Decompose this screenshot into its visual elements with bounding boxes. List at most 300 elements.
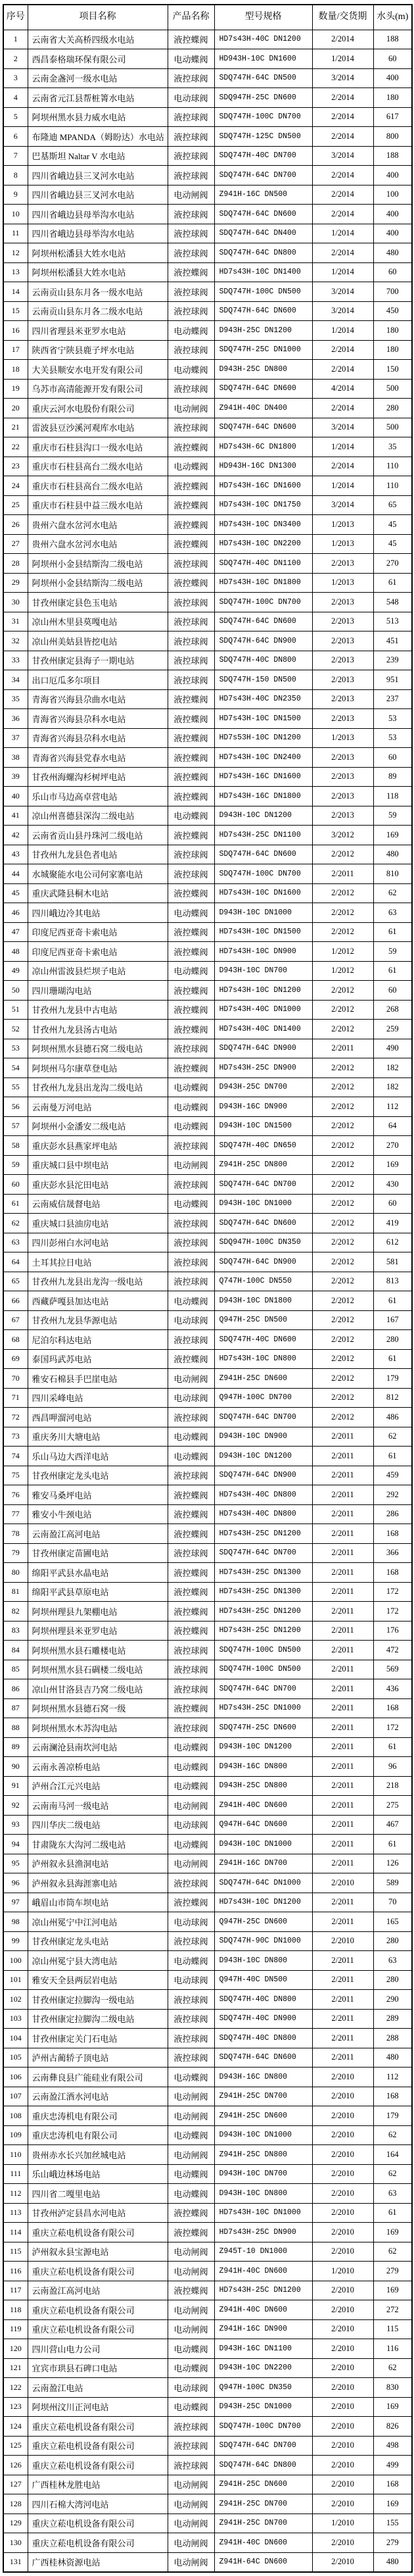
cell-model-spec: SDQ747H-64C DN600	[214, 2048, 312, 2068]
cell-model-spec: HD7s43H-25C DN900	[214, 1058, 312, 1078]
cell-project-name: 重庆市石柱县高台二级水电站	[28, 457, 168, 476]
cell-project-name: 乐山峨边林场电站	[28, 2164, 168, 2184]
cell-model-spec: D943H-10C DN1000	[214, 1194, 312, 1214]
cell-water-head: 480	[373, 2048, 412, 2068]
cell-water-head: 270	[373, 554, 412, 574]
cell-qty-delivery: 1/2010	[312, 2514, 373, 2533]
cell-water-head: 490	[373, 1039, 412, 1058]
cell-index: 57	[3, 1116, 28, 1136]
table-row	[3, 2145, 412, 2165]
table-row	[3, 689, 412, 709]
table-row	[3, 1796, 412, 1816]
cell-model-spec: HD7s43H-16C DN1800	[214, 787, 312, 806]
cell-index: 78	[3, 1524, 28, 1544]
cell-water-head: 617	[373, 107, 412, 127]
cell-index: 97	[3, 1893, 28, 1912]
cell-model-spec: HD7s43H-16C DN1600	[214, 767, 312, 787]
cell-water-head: 60	[373, 262, 412, 282]
cell-water-head: 61	[373, 1447, 412, 1466]
cell-qty-delivery: 2/2014	[312, 30, 373, 49]
cell-product-name: 液控球阀	[168, 1641, 214, 1660]
cell-index: 115	[3, 2242, 28, 2262]
cell-qty-delivery: 2/2011	[312, 1641, 373, 1660]
cell-water-head: 500	[373, 418, 412, 437]
cell-model-spec: D943H-10C DN800	[214, 1951, 312, 1971]
cell-model-spec: Z941H-25C DN600	[214, 1369, 312, 1389]
cell-project-name: 重庆市石柱县高台二级水电站	[28, 476, 168, 496]
cell-model-spec: HD7s43H-40C DN1000	[214, 1000, 312, 1020]
table-row	[3, 379, 412, 399]
cell-product-name: 电动蝶阀	[168, 1757, 214, 1777]
cell-project-name: 云南盈江高河电站	[28, 1524, 168, 1544]
table-row	[3, 1388, 412, 1408]
cell-water-head: 436	[373, 1679, 412, 1699]
cell-water-head: 810	[373, 864, 412, 884]
cell-index: 22	[3, 437, 28, 457]
cell-qty-delivery: 2/2011	[312, 1039, 373, 1058]
cell-index: 102	[3, 1990, 28, 2010]
cell-index: 25	[3, 495, 28, 515]
cell-model-spec: SDQ747H-64C DN600	[214, 205, 312, 224]
cell-project-name: 重庆城口县中坝电站	[28, 1155, 168, 1175]
table-row	[3, 1854, 412, 1873]
cell-qty-delivery: 2/2010	[312, 2184, 373, 2204]
cell-water-head: 450	[373, 301, 412, 321]
cell-product-name: 电动蝶阀	[168, 2358, 214, 2378]
cell-product-name: 液控蝶阀	[168, 573, 214, 593]
table-row	[3, 1369, 412, 1389]
cell-qty-delivery: 2/2013	[312, 767, 373, 787]
cell-product-name: 液控蝶阀	[168, 1000, 214, 1020]
cell-index: 21	[3, 418, 28, 437]
cell-qty-delivery: 2/2012	[312, 922, 373, 942]
cell-qty-delivery: 2/2011	[312, 1582, 373, 1602]
cell-index: 23	[3, 457, 28, 476]
cell-qty-delivery: 2/2012	[312, 1233, 373, 1252]
table-row	[3, 2281, 412, 2300]
table-row	[3, 399, 412, 418]
table-row	[3, 1058, 412, 1078]
cell-model-spec: D943H-16C DN1100	[214, 2339, 312, 2359]
cell-qty-delivery: 2/2012	[312, 1214, 373, 1233]
cell-model-spec: SDQ747H-64C DN900	[214, 1466, 312, 1485]
table-row	[3, 1330, 412, 1350]
cell-project-name: 陕西省宁陕县鹿子坪水电站	[28, 340, 168, 360]
cell-index: 123	[3, 2397, 28, 2417]
cell-water-head: 279	[373, 2262, 412, 2281]
cell-qty-delivery: 2/2012	[312, 1058, 373, 1078]
cell-project-name: 云南威信晟督电站	[28, 1194, 168, 1214]
cell-index: 82	[3, 1602, 28, 1622]
cell-model-spec: HD7s43H-25C DN1300	[214, 1582, 312, 1602]
cell-model-spec: SDQ747H-64C DN600	[214, 845, 312, 864]
table-row	[3, 1349, 412, 1369]
cell-project-name: 云南省大关高桥四级水电站	[28, 30, 168, 49]
cell-project-name: 广西桂林资源电站	[28, 2552, 168, 2572]
cell-index: 67	[3, 1310, 28, 1330]
table-row	[3, 1815, 412, 1835]
cell-model-spec: HD7s43H-10C DN1800	[214, 573, 312, 593]
cell-model-spec: HD7s43H-25C DN900	[214, 2223, 312, 2242]
cell-qty-delivery: 2/2010	[312, 2223, 373, 2242]
cell-model-spec: SDQ947H-25C DN600	[214, 88, 312, 108]
table-row	[3, 651, 412, 670]
table-row	[3, 1912, 412, 1932]
cell-qty-delivery: 2/2010	[312, 2358, 373, 2378]
cell-product-name: 液控球阀	[168, 1272, 214, 1291]
cell-index: 88	[3, 1718, 28, 1738]
table-row	[3, 1447, 412, 1466]
cell-water-head: 480	[373, 2552, 412, 2572]
cell-model-spec: HD7s43H-40C DN800	[214, 1504, 312, 1524]
cell-water-head: 182	[373, 1058, 412, 1078]
cell-product-name: 电动闸阀	[168, 2552, 214, 2572]
cell-qty-delivery: 2/2011	[312, 1621, 373, 1641]
cell-product-name: 电动蝶阀	[168, 1291, 214, 1311]
cell-qty-delivery: 2/2012	[312, 903, 373, 923]
cell-qty-delivery: 2/2011	[312, 1796, 373, 1816]
cell-water-head: 182	[373, 1077, 412, 1097]
cell-model-spec: Z941H-25C DN700	[214, 2087, 312, 2106]
cell-qty-delivery: 2/2010	[312, 2087, 373, 2106]
cell-water-head: 480	[373, 845, 412, 864]
cell-product-name: 液控球阀	[168, 554, 214, 574]
table-row	[3, 1155, 412, 1175]
cell-water-head: 164	[373, 2145, 412, 2165]
cell-project-name: 印度尼西亚奇卡索电站	[28, 922, 168, 942]
cell-product-name: 电动闸阀	[168, 2106, 214, 2126]
cell-qty-delivery: 2/2010	[312, 2125, 373, 2145]
cell-product-name: 电动球阀	[168, 1815, 214, 1835]
cell-qty-delivery: 2/2010	[312, 2378, 373, 2398]
cell-project-name: 云南盈江电站	[28, 2378, 168, 2398]
cell-product-name: 液控球阀	[168, 1330, 214, 1350]
cell-project-name: 重庆彭水县燕家坪电站	[28, 1136, 168, 1156]
cell-index: 44	[3, 864, 28, 884]
table-row	[3, 2009, 412, 2029]
cell-index: 42	[3, 826, 28, 845]
cell-water-head: 499	[373, 2456, 412, 2475]
cell-qty-delivery: 2/2014	[312, 127, 373, 147]
cell-model-spec: HD7s43H-10C DN2200	[214, 534, 312, 554]
cell-product-name: 液控蝶阀	[168, 1582, 214, 1602]
table-row	[3, 2262, 412, 2281]
table-row	[3, 1951, 412, 1971]
cell-index: 40	[3, 787, 28, 806]
cell-product-name: 液控蝶阀	[168, 767, 214, 787]
table-row	[3, 224, 412, 243]
cell-model-spec: HD7s43H-10C DN3400	[214, 515, 312, 535]
cell-model-spec: Z941H-40C DN600	[214, 2300, 312, 2320]
cell-water-head: 60	[373, 1194, 412, 1214]
cell-model-spec: SDQ747H-90C DN1000	[214, 1931, 312, 1951]
cell-model-spec: HD7s43H-25C DN1200	[214, 2281, 312, 2300]
cell-project-name: 乌苏市高清能源开发有限公司	[28, 379, 168, 399]
cell-model-spec: SDQ747H-40C DN700	[214, 146, 312, 166]
table-row	[3, 1660, 412, 1679]
cell-water-head: 569	[373, 1660, 412, 1679]
cell-product-name: 电动闸阀	[168, 2494, 214, 2514]
table-row	[3, 573, 412, 593]
table-row	[3, 1602, 412, 1622]
table-row	[3, 942, 412, 962]
cell-project-name: 重庆忠涛机电有限公司	[28, 2125, 168, 2145]
cell-model-spec: SDQ747H-25C DN1000	[214, 340, 312, 360]
cell-project-name: 四川营山电力公司	[28, 2339, 168, 2359]
cell-project-name: 贵州六盘水岔河水电站	[28, 534, 168, 554]
cell-index: 60	[3, 1175, 28, 1195]
cell-water-head: 268	[373, 1000, 412, 1020]
cell-index: 70	[3, 1369, 28, 1389]
cell-model-spec: HD7s43H-10C DN800	[214, 1349, 312, 1369]
cell-model-spec: HD7s43H-40C DN1200	[214, 30, 312, 49]
cell-project-name: 泸州叙永县海涯寨电站	[28, 1873, 168, 1893]
table-row	[3, 49, 412, 69]
cell-project-name: 阿坝州黑水县石碉楼二级电站	[28, 1660, 168, 1679]
cell-model-spec: Q947H-25C DN600	[214, 1912, 312, 1932]
cell-model-spec: SDQ747H-64C DN600	[214, 418, 312, 437]
cell-project-name: 广西桂林龙胜电站	[28, 2475, 168, 2494]
table-row	[3, 593, 412, 612]
cell-water-head: 459	[373, 1466, 412, 1485]
cell-qty-delivery: 2/2011	[312, 1427, 373, 1447]
cell-index: 76	[3, 1485, 28, 1505]
cell-project-name: 泸州合江元兴电站	[28, 1776, 168, 1796]
cell-model-spec: HD7s43H-25C DN1000	[214, 1698, 312, 1718]
cell-index: 37	[3, 728, 28, 748]
cell-project-name: 四川珊瑚沟电站	[28, 981, 168, 1001]
cell-qty-delivery: 2/2011	[312, 1447, 373, 1466]
table-row	[3, 2494, 412, 2514]
cell-index: 15	[3, 301, 28, 321]
cell-project-name: 甘孜州康定苗圃电站	[28, 1543, 168, 1563]
cell-water-head: 218	[373, 1776, 412, 1796]
cell-product-name: 液控蝶阀	[168, 1058, 214, 1078]
cell-project-name: 凉山州冕宁县大湾电站	[28, 1951, 168, 1971]
cell-model-spec: SDQ747H-64C DN700	[214, 1175, 312, 1195]
cell-water-head: 60	[373, 49, 412, 69]
cell-water-head: 168	[373, 1563, 412, 1583]
cell-project-name: 重庆务川大塘电站	[28, 1427, 168, 1447]
cell-index: 36	[3, 709, 28, 729]
cell-model-spec: Q747H-100C DN550	[214, 1272, 312, 1291]
cell-index: 63	[3, 1233, 28, 1252]
cell-qty-delivery: 3/2014	[312, 282, 373, 302]
table-row	[3, 728, 412, 748]
cell-index: 32	[3, 632, 28, 651]
cell-model-spec: D943H-10C DN1200	[214, 1447, 312, 1466]
cell-product-name: 电动闸阀	[168, 2262, 214, 2281]
table-row	[3, 2029, 412, 2048]
cell-product-name: 液控蝶阀	[168, 748, 214, 768]
table-row	[3, 30, 412, 49]
table-row	[3, 205, 412, 224]
table-row	[3, 2514, 412, 2533]
cell-project-name: 云南省元江县帮桩箐水电站	[28, 88, 168, 108]
cell-water-head: 61	[373, 2203, 412, 2223]
cell-project-name: 青海省兴海县尕科水电站	[28, 709, 168, 729]
cell-project-name: 宜宾市珙县石碑口电站	[28, 2358, 168, 2378]
cell-product-name: 电动蝶阀	[168, 49, 214, 69]
cell-qty-delivery: 2/2014	[312, 360, 373, 380]
cell-index: 114	[3, 2223, 28, 2242]
cell-model-spec: D943H-10C DN1000	[214, 903, 312, 923]
cell-product-name: 液控球阀	[168, 1175, 214, 1195]
cell-qty-delivery: 2/2010	[312, 2475, 373, 2494]
cell-project-name: 重庆云河水电股份有限公司	[28, 399, 168, 418]
cell-water-head: 60	[373, 748, 412, 768]
cell-project-name: 重庆城口县油房电站	[28, 1214, 168, 1233]
table-row	[3, 2184, 412, 2204]
cell-project-name: 阿坝州松潘县大姓水电站	[28, 262, 168, 282]
cell-index: 83	[3, 1621, 28, 1641]
table-row	[3, 903, 412, 923]
cell-water-head: 61	[373, 573, 412, 593]
cell-project-name: 甘孜州九龙县色者电站	[28, 845, 168, 864]
cell-qty-delivery: 2/2010	[312, 2106, 373, 2126]
cell-project-name: 四川采峰电站	[28, 1388, 168, 1408]
cell-index: 79	[3, 1543, 28, 1563]
cell-project-name: 泸州叙永县渔洞电站	[28, 1854, 168, 1873]
cell-project-name: 青海省兴海县尕曲水电站	[28, 689, 168, 709]
cell-project-name: 四川省二嘎里电站	[28, 2184, 168, 2204]
cell-product-name: 电动球阀	[168, 88, 214, 108]
cell-index: 10	[3, 205, 28, 224]
cell-water-head: 112	[373, 2068, 412, 2087]
cell-water-head: 169	[373, 1155, 412, 1175]
cell-qty-delivery: 2/2010	[312, 1873, 373, 1893]
cell-water-head: 118	[373, 787, 412, 806]
table-row	[3, 1641, 412, 1660]
table-row	[3, 1679, 412, 1699]
cell-project-name: 甘孜州海螺沟杉树坪电站	[28, 767, 168, 787]
cell-project-name: 阿坝州小金县结斯沟二级电站	[28, 554, 168, 574]
cell-project-name: 雅安马桑坪电站	[28, 1485, 168, 1505]
table-row	[3, 1077, 412, 1097]
cell-product-name: 液控球阀	[168, 340, 214, 360]
cell-water-head: 279	[373, 2533, 412, 2553]
cell-water-head: 270	[373, 1136, 412, 1156]
cell-project-name: 四川彭州白水河电站	[28, 1233, 168, 1252]
cell-water-head: 89	[373, 767, 412, 787]
cell-qty-delivery: 1/2014	[312, 262, 373, 282]
cell-project-name: 凉山州冕宁中江河电站	[28, 1912, 168, 1932]
cell-model-spec: HD7s53H-10C DN1200	[214, 728, 312, 748]
cell-qty-delivery: 3/2014	[312, 301, 373, 321]
cell-index: 111	[3, 2164, 28, 2184]
cell-model-spec: D943H-10C DN2200	[214, 2358, 312, 2378]
table-row	[3, 981, 412, 1001]
table-row	[3, 166, 412, 186]
cell-project-name: 重庆立菘电机设备有限公司	[28, 2514, 168, 2533]
cell-product-name: 液控蝶阀	[168, 883, 214, 903]
cell-index: 122	[3, 2378, 28, 2398]
cell-index: 85	[3, 1660, 28, 1679]
cell-project-name: 阿坝州松潘县大姓水电站	[28, 243, 168, 263]
cell-product-name: 液控蝶阀	[168, 826, 214, 845]
cell-water-head: 169	[373, 2494, 412, 2514]
cell-model-spec: SDQ747H-64C DN900	[214, 632, 312, 651]
cell-project-name: 阿坝州小金县结斯沟二级电站	[28, 573, 168, 593]
cell-project-name: 云南盈江高河电站	[28, 2281, 168, 2300]
cell-project-name: 云南南马河一级电站	[28, 1796, 168, 1816]
cell-index: 7	[3, 146, 28, 166]
cell-water-head: 168	[373, 2087, 412, 2106]
cell-product-name: 液控蝶阀	[168, 534, 214, 554]
table-row	[3, 2300, 412, 2320]
cell-project-name: 阿坝州黑水县德石窝一级	[28, 1698, 168, 1718]
table-row	[3, 360, 412, 380]
cell-qty-delivery: 2/2011	[312, 1660, 373, 1679]
cell-index: 130	[3, 2533, 28, 2553]
cell-product-name: 电动闸阀	[168, 1155, 214, 1175]
cell-qty-delivery: 2/2011	[312, 1698, 373, 1718]
cell-index: 131	[3, 2552, 28, 2572]
column-header-model-spec: 型号规格	[214, 5, 312, 30]
cell-index: 129	[3, 2514, 28, 2533]
cell-project-name: 云南贡山县东月各一级水电站	[28, 282, 168, 302]
cell-water-head: 272	[373, 2300, 412, 2320]
cell-water-head: 280	[373, 1330, 412, 1350]
cell-qty-delivery: 2/2010	[312, 2145, 373, 2165]
cell-project-name: 阿坝州马尔康草登电站	[28, 1058, 168, 1078]
cell-index: 16	[3, 321, 28, 341]
cell-model-spec: SDQ747H-64C DN700	[214, 1408, 312, 1427]
cell-project-name: 四川华庆二级电站	[28, 1815, 168, 1835]
cell-index: 52	[3, 1020, 28, 1039]
cell-qty-delivery: 3/2014	[312, 68, 373, 88]
cell-water-head: 179	[373, 1369, 412, 1389]
cell-qty-delivery: 2/2011	[312, 1757, 373, 1777]
cell-model-spec: Z941H-16C DN900	[214, 2319, 312, 2339]
cell-water-head: 176	[373, 1621, 412, 1641]
cell-model-spec: SDQ747H-25C DN600	[214, 1718, 312, 1738]
cell-model-spec: D943H-10C DN1800	[214, 1291, 312, 1311]
cell-index: 112	[3, 2184, 28, 2204]
cell-project-name: 甘孜州康定关门石电站	[28, 2029, 168, 2048]
cell-product-name: 液控球阀	[168, 1214, 214, 1233]
cell-water-head: 581	[373, 1252, 412, 1272]
cell-model-spec: SDQ747H-64C DN700	[214, 166, 312, 186]
cell-model-spec: SDQ747H-64C DN600	[214, 612, 312, 632]
cell-qty-delivery: 2/2013	[312, 670, 373, 690]
cell-water-head: 126	[373, 1854, 412, 1873]
cell-project-name: 甘孜州九龙县华源电站	[28, 1310, 168, 1330]
cell-qty-delivery: 2/2013	[312, 593, 373, 612]
column-header-water-head: 水头(m)	[373, 5, 412, 30]
table-row	[3, 1252, 412, 1272]
table-row	[3, 1737, 412, 1757]
cell-project-name: 四川省理县米亚罗水电站	[28, 321, 168, 341]
cell-model-spec: HD943H-16C DN1300	[214, 457, 312, 476]
cell-water-head: 400	[373, 166, 412, 186]
cell-product-name: 液控球阀	[168, 1679, 214, 1699]
cell-model-spec: SDQ747H-64C DN600	[214, 301, 312, 321]
table-row	[3, 2164, 412, 2184]
table-row	[3, 1621, 412, 1641]
table-row	[3, 2106, 412, 2126]
cell-water-head: 172	[373, 1602, 412, 1622]
cell-product-name: 液控蝶阀	[168, 495, 214, 515]
table-row	[3, 437, 412, 457]
cell-index: 33	[3, 651, 28, 670]
cell-product-name: 液控蝶阀	[168, 437, 214, 457]
table-row	[3, 1408, 412, 1427]
cell-product-name: 液控球阀	[168, 1660, 214, 1679]
table-row	[3, 961, 412, 981]
cell-project-name: 甘孜州康定县海子一期电站	[28, 651, 168, 670]
table-row	[3, 1504, 412, 1524]
